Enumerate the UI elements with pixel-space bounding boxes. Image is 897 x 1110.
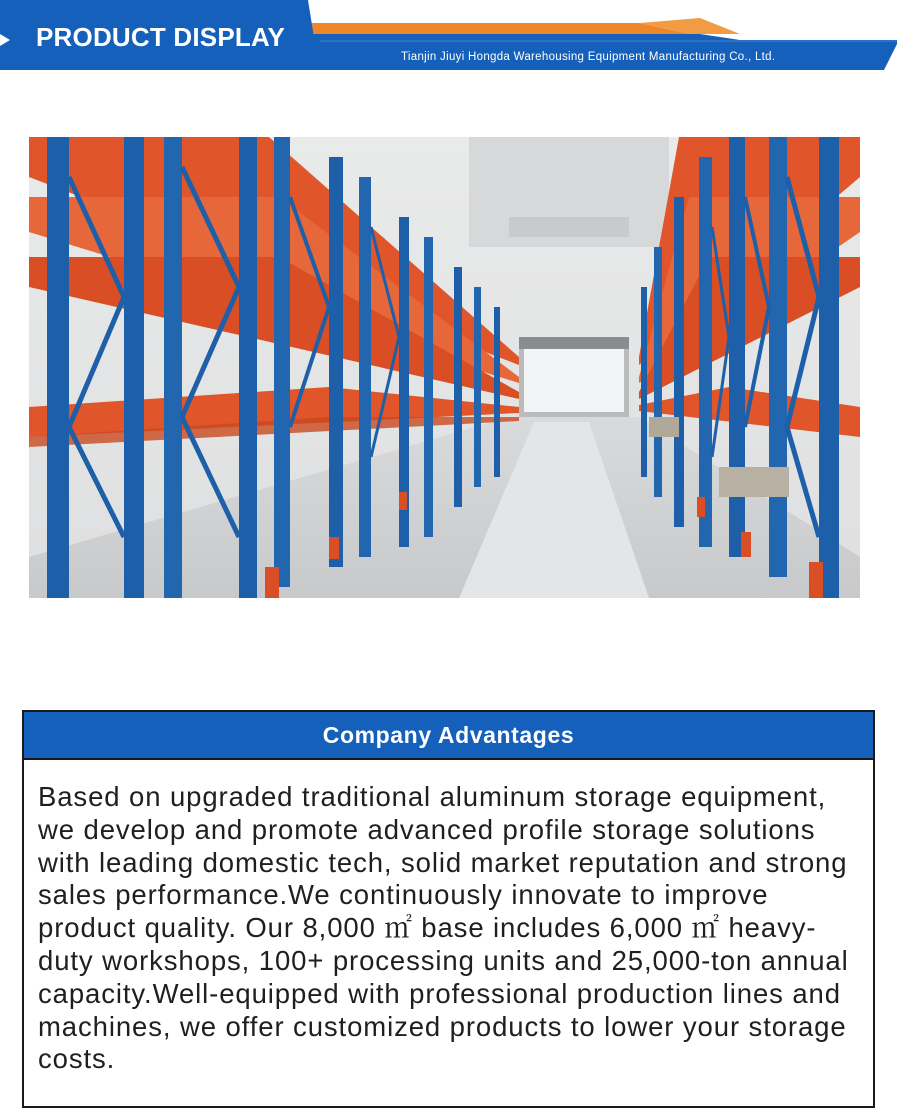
- warehouse-rack-illustration: [29, 137, 860, 598]
- warehouse-photo: [29, 137, 860, 598]
- company-advantages-box: [22, 710, 875, 1108]
- advantages-title: Company Advantages: [322, 721, 575, 748]
- header-banner: [0, 0, 897, 75]
- advantages-title-bar: [24, 712, 873, 760]
- company-name: Tianjin Jiuyi Hongda Warehousing Equipment Manufacturing Co., Ltd.: [401, 51, 776, 63]
- page-title: PRODUCT DISPLAY: [36, 22, 286, 52]
- advantages-body: Based on upgraded traditional aluminum storage equipment, we develop and promote advanced profile storage solutions with leading domestic tech, solid market reputation and strong sales performance.We continuously innovate to improve product quality. Our 8,000 ㎡ base includes 6,000 ㎡ heavy-duty workshops, 100+ processing units and 25,000-ton annual capacity.Well-equipped with professional production lines and machines, we offer customized products to lower your storage costs.: [38, 781, 849, 1075]
